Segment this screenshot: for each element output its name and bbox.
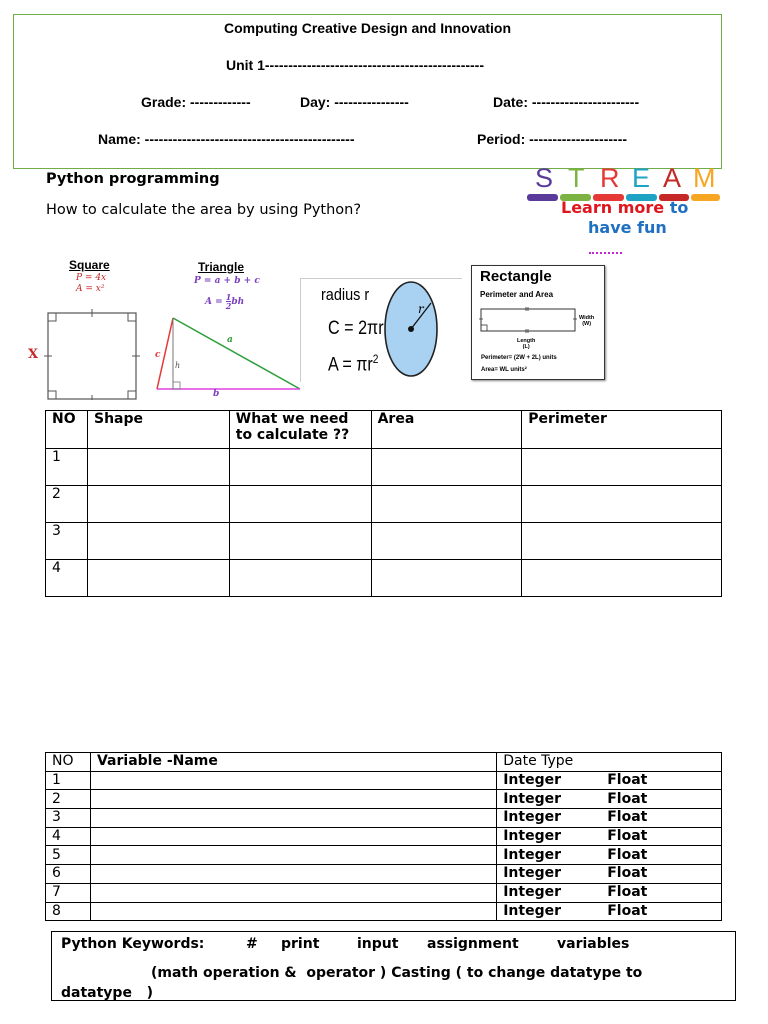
stream-letter-t: T [568, 163, 585, 193]
science-tag [527, 194, 558, 201]
type-float-option[interactable]: Float [607, 828, 648, 845]
variable-table [45, 752, 722, 921]
question-text: How to calculate the area by using Python? [46, 202, 362, 218]
stream-letter-s: S [535, 163, 554, 193]
type-float-option[interactable]: Float [607, 865, 648, 882]
row-number: 1 [46, 449, 88, 486]
row-number: 8 [46, 902, 91, 921]
rectangle-title: Rectangle [480, 268, 552, 285]
col-header-no: NO [46, 753, 91, 772]
data-type-cell [497, 883, 722, 902]
keyword-variables: variables [557, 936, 630, 952]
stream-logo [527, 163, 722, 263]
variable-name-cell[interactable] [90, 865, 496, 884]
circle-r-label: r [418, 302, 424, 316]
shape-cell[interactable] [87, 486, 229, 523]
row-number: 1 [46, 771, 91, 790]
variable-name-cell[interactable] [90, 809, 496, 828]
square-perimeter-formula: P = 4x [76, 273, 107, 283]
table-row [46, 883, 722, 902]
square-area-formula: A = x² [76, 284, 105, 294]
data-type-cell [497, 771, 722, 790]
table-row [46, 865, 722, 884]
variable-name-cell[interactable] [90, 883, 496, 902]
triangle-diagram [150, 312, 302, 402]
calculate-cell[interactable] [229, 486, 371, 523]
type-integer-option[interactable]: Integer [503, 902, 562, 919]
calculate-cell[interactable] [229, 449, 371, 486]
circle-radius-label: radius r [321, 285, 370, 304]
calculate-cell[interactable] [229, 523, 371, 560]
math-tag [691, 194, 720, 201]
table-row [46, 827, 722, 846]
row-number: 4 [46, 560, 88, 597]
table-row [46, 771, 722, 790]
col-header-variable-name: Variable -Name [90, 753, 496, 772]
row-number: 6 [46, 865, 91, 884]
area-cell[interactable] [371, 486, 522, 523]
document-title: Computing Creative Design and Innovation [223, 20, 512, 36]
square-side-label: X [28, 347, 39, 362]
row-number: 2 [46, 790, 91, 809]
tagline-line2: have fun [588, 218, 667, 237]
data-type-cell [497, 809, 722, 828]
variable-name-cell[interactable] [90, 846, 496, 865]
triangle-title: Triangle [198, 260, 245, 274]
table-row [46, 809, 722, 828]
area-cell[interactable] [371, 523, 522, 560]
stream-letter-m: M [693, 163, 716, 193]
circle-area-formula: $A = \pi r^2$ [328, 352, 379, 376]
calculate-cell[interactable] [229, 560, 371, 597]
tagline-to: to [669, 198, 689, 217]
type-integer-option[interactable]: Integer [503, 809, 562, 826]
perimeter-cell[interactable] [522, 523, 722, 560]
row-number: 2 [46, 486, 88, 523]
circle-diagram [383, 281, 441, 379]
row-number: 3 [46, 809, 91, 828]
type-float-option[interactable]: Float [607, 884, 648, 901]
col-header-data-type: Date Type [497, 753, 722, 772]
table-row [46, 523, 722, 560]
rectangle-width-label: Width (W) [579, 315, 595, 327]
tagline-line1 [561, 198, 688, 217]
keyword-input: input [357, 936, 399, 952]
type-integer-option[interactable]: Integer [503, 772, 562, 789]
rectangle-area-formula: Area= WL units² [481, 367, 527, 373]
circle-circumference-formula: C = 2πr [328, 318, 384, 339]
type-float-option[interactable]: Float [607, 772, 648, 789]
period-field: Period: --------------------- [477, 131, 628, 147]
table-row [46, 560, 722, 597]
col-header-no: NO [46, 411, 88, 449]
shape-cell[interactable] [87, 449, 229, 486]
col-header-shape: Shape [87, 411, 229, 449]
triangle-side-c: c [155, 350, 161, 360]
shape-table-header-row [46, 411, 722, 449]
shape-cell[interactable] [87, 523, 229, 560]
stream-letter-r: R [600, 163, 620, 193]
col-header-perimeter: Perimeter [522, 411, 722, 449]
perimeter-cell[interactable] [522, 560, 722, 597]
row-number: 4 [46, 827, 91, 846]
triangle-perimeter-formula: P = a + b + c [194, 276, 260, 286]
section-heading: Python programming [46, 171, 220, 187]
col-header-what-to-calculate: What we need to calculate ?? [229, 411, 371, 449]
day-field: Day: ---------------- [300, 94, 409, 110]
type-float-option[interactable]: Float [607, 902, 648, 919]
row-number: 7 [46, 883, 91, 902]
type-integer-option[interactable]: Integer [503, 884, 562, 901]
stream-letter-a: A [663, 163, 682, 193]
table-row [46, 790, 722, 809]
triangle-side-a: a [227, 335, 233, 345]
type-integer-option[interactable]: Integer [503, 790, 562, 807]
col-header-area: Area [371, 411, 522, 449]
keywords-line3: datatype ) [61, 985, 153, 1001]
row-number: 5 [46, 846, 91, 865]
square-diagram [38, 305, 148, 400]
data-type-cell [497, 865, 722, 884]
tagline-learn-more: Learn more [561, 198, 665, 217]
variable-name-cell[interactable] [90, 827, 496, 846]
table-row [46, 846, 722, 865]
rectangle-subtitle: Perimeter and Area [480, 290, 554, 299]
table-row [46, 902, 722, 921]
keyword-print: print [281, 936, 320, 952]
data-type-cell [497, 902, 722, 921]
keywords-line2: (math operation & operator ) Casting ( to change datatype to [151, 965, 643, 981]
data-type-cell [497, 846, 722, 865]
data-type-cell [497, 790, 722, 809]
shape-table [45, 410, 722, 597]
type-integer-option[interactable]: Integer [503, 846, 562, 863]
rectangle-perimeter-formula: Perimeter= (2W + 2L) units [481, 355, 557, 361]
type-integer-option[interactable]: Integer [503, 865, 562, 882]
area-cell[interactable] [371, 449, 522, 486]
triangle-height-h: h [175, 361, 181, 370]
unit-field: Unit 1----------------------------------------------- [226, 57, 485, 73]
rectangle-diagram [478, 306, 578, 336]
keyword-hash: # [246, 936, 258, 952]
perimeter-cell[interactable] [522, 486, 722, 523]
variable-name-cell[interactable] [90, 771, 496, 790]
date-field: Date: ----------------------- [493, 94, 640, 110]
rectangle-length-label: Length (L) [517, 338, 536, 350]
table-row [46, 486, 722, 523]
type-float-option[interactable]: Float [607, 809, 648, 826]
variable-name-cell[interactable] [90, 902, 496, 921]
variable-table-header-row [46, 753, 722, 772]
keywords-label: Python Keywords: [61, 936, 205, 952]
type-integer-option[interactable]: Integer [503, 828, 562, 845]
shape-cell[interactable] [87, 560, 229, 597]
table-row [46, 449, 722, 486]
row-number: 3 [46, 523, 88, 560]
name-field: Name: --------------------------------------------- [98, 131, 355, 147]
variable-name-cell[interactable] [90, 790, 496, 809]
triangle-area-formula: A = $\frac{1}{2}$ bh [205, 292, 245, 311]
perimeter-cell[interactable] [522, 449, 722, 486]
square-title: Square [69, 258, 110, 272]
grade-field: Grade: ------------- [141, 94, 251, 110]
type-float-option[interactable]: Float [607, 790, 648, 807]
triangle-side-b: b [213, 389, 220, 399]
keyword-assignment: assignment [427, 936, 519, 952]
data-type-cell [497, 827, 722, 846]
decorative-dots [589, 252, 622, 256]
area-cell[interactable] [371, 560, 522, 597]
stream-letter-e: E [632, 163, 651, 193]
type-float-option[interactable]: Float [607, 846, 648, 863]
